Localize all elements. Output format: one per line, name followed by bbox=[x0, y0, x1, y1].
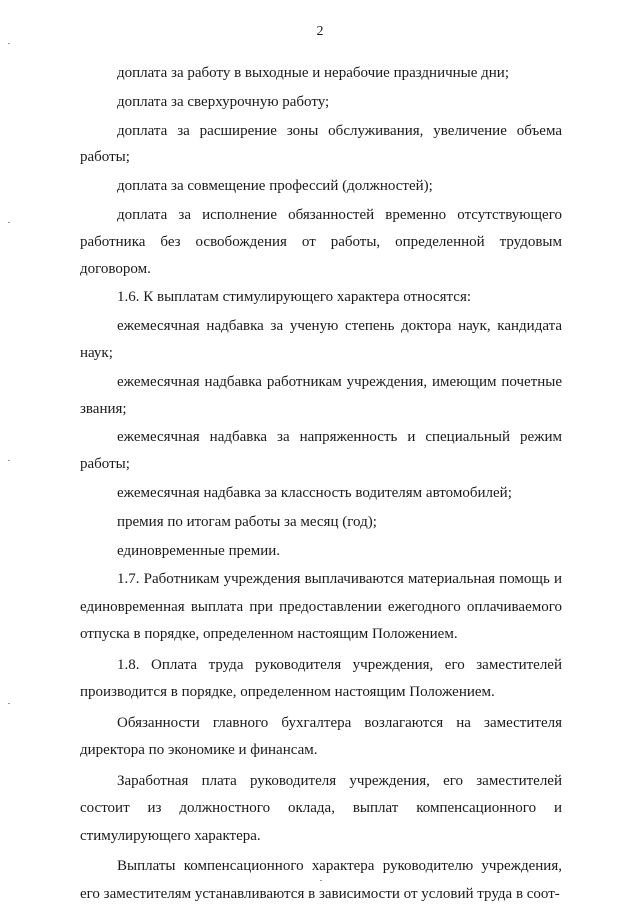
page-number: 2 bbox=[316, 24, 324, 39]
paragraph-driver-class-bonus: ежемесячная надбавка за классность водителям автомобилей; bbox=[117, 484, 512, 501]
paragraph-director-salary: Заработная плата руководителя учреждения, его заместителей состоит из должностного оклада, выплат компенсационного и стимулирующего характера. bbox=[80, 772, 562, 844]
scan-speck bbox=[8, 43, 10, 44]
scan-speck bbox=[8, 222, 10, 223]
document-body bbox=[80, 60, 562, 911]
paragraph-compensation-payments: Выплаты компенсационного характера руководителю учреждения, его заместителям устанавливаются в зависимости от условий труда в соот- bbox=[80, 858, 562, 902]
paragraph-one-time-premium: единовременные премии. bbox=[117, 542, 281, 559]
paragraph-intensity-bonus: ежемесячная надбавка за напряженность и специальный режим работы; bbox=[80, 429, 562, 473]
scan-speck bbox=[8, 460, 10, 461]
paragraph-service-zone-pay: доплата за расширение зоны обслуживания, увеличение объема работы; bbox=[80, 122, 562, 166]
scan-speck bbox=[8, 703, 10, 704]
paragraph-combined-roles-pay: доплата за совмещение профессий (должностей); bbox=[117, 178, 433, 195]
paragraph-honorary-title-bonus: ежемесячная надбавка работникам учреждения, имеющим почетные звания; bbox=[80, 373, 562, 417]
paragraph-degree-bonus: ежемесячная надбавка за ученую степень доктора наук, кандидата наук; bbox=[80, 318, 562, 361]
scan-speck bbox=[320, 880, 322, 881]
paragraph-section-1-7: 1.7. Работникам учреждения выплачиваются материальная помощь и единовременная выплата при предоставлении ежегодного оплачиваемого отпуска в порядке, определенном настоящим Положением. bbox=[80, 571, 562, 643]
paragraph-chief-accountant: Обязанности главного бухгалтера возлагаются на заместителя директора по экономике и финансам. bbox=[80, 714, 562, 759]
paragraph-section-1-8: 1.8. Оплата труда руководителя учреждения, его заместителей производится в порядке, определенном настоящим Положением. bbox=[80, 656, 562, 701]
paragraph-section-1-6: 1.6. К выплатам стимулирующего характера относятся: bbox=[117, 289, 472, 306]
paragraph-overtime-pay: доплата за сверхурочную работу; bbox=[117, 93, 330, 110]
paragraph-holiday-pay: доплата за работу в выходные и нерабочие праздничные дни; bbox=[117, 65, 510, 81]
paragraph-monthly-premium: премия по итогам работы за месяц (год); bbox=[117, 513, 377, 530]
paragraph-absent-worker-pay: доплата за исполнение обязанностей временно отсутствующего работника без освобождения от работы, определенной трудовым договором. bbox=[80, 206, 562, 277]
